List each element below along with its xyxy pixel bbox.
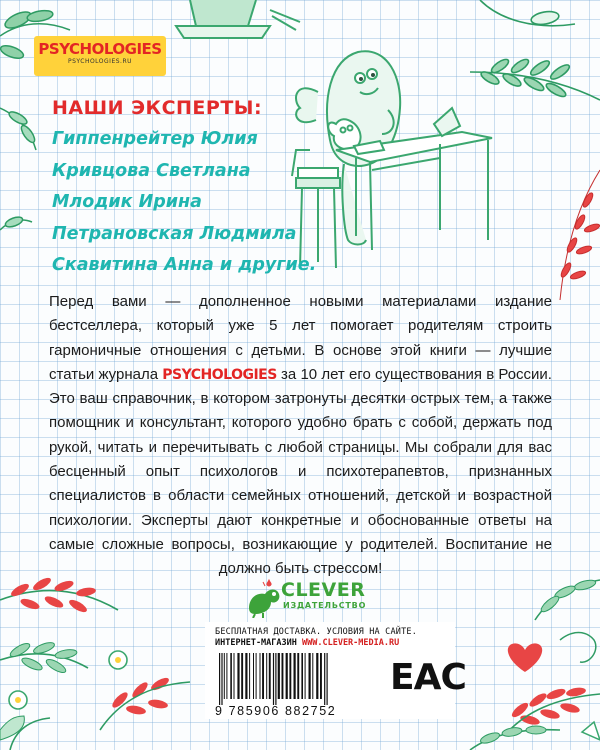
barcode-bar: [226, 653, 227, 699]
barcode-bar: [278, 653, 280, 699]
shop-label: ИНТЕРНЕТ-МАГАЗИН: [215, 638, 302, 648]
barcode-bar: [262, 653, 264, 699]
barcode-bar: [301, 653, 303, 699]
description-brand-name: PSYCHOLOGIES: [162, 366, 277, 383]
barcode-bar: [253, 653, 254, 699]
barcode-bar: [219, 653, 220, 705]
barcode-bar: [312, 653, 313, 699]
barcode-bar: [234, 653, 235, 699]
shop-note: [215, 638, 399, 648]
barcode-bar: [273, 653, 274, 705]
expert-name: Млодик Ирина: [52, 192, 202, 212]
barcode-bar: [324, 653, 325, 705]
barcode-bar: [269, 653, 271, 699]
barcode-bar: [241, 653, 243, 699]
psychologies-logo-name: PSYCHOLOGIES: [38, 40, 162, 58]
isbn-number: 9 785906 882752: [215, 704, 337, 718]
barcode-bar: [249, 653, 250, 699]
barcode-bar: [282, 653, 284, 699]
potted-plant-icon: [176, 0, 300, 38]
barcode-bar: [266, 653, 267, 699]
dinosaur-icon: [243, 578, 283, 618]
monster-at-desk-icon: [292, 51, 492, 268]
barcode-bar: [327, 653, 328, 705]
description-text-part-1: Перед вами — дополненное новыми материалами издание бестселлера, который уже 5 лет помогает родителям строить гармоничные отношения с детьми. В основе этой книги — лучшие статьи журнала: [49, 293, 552, 383]
psychologies-logo: [34, 36, 166, 76]
book-description: [49, 290, 552, 582]
barcode-bar: [305, 653, 306, 699]
barcode-bar: [237, 653, 239, 699]
barcode-bar: [297, 653, 299, 699]
experts-heading: НАШИ ЭКСПЕРТЫ:: [52, 97, 263, 119]
psychologies-logo-url: PSYCHOLOGIES.RU: [67, 58, 133, 65]
expert-name: Скавитина Анна и другие.: [52, 255, 317, 275]
barcode-bar: [289, 653, 291, 699]
expert-name: Гиппенрейтер Юлия: [52, 129, 258, 149]
delivery-note: БЕСПЛАТНАЯ ДОСТАВКА. УСЛОВИЯ НА САЙТЕ.: [215, 627, 418, 637]
foliage-bottom-left-icon: [0, 576, 190, 750]
heart-icon: [508, 643, 542, 672]
barcode-bar: [256, 653, 257, 699]
barcode-bar: [309, 653, 311, 699]
fern-branch-icon: [470, 0, 600, 100]
foliage-bottom-right-icon: [470, 578, 600, 750]
description-text-part-2: за 10 лет его существования в России. Это ваш справочник, в котором затронуты десятки острых тем, а также помощник и консультант, которого удобно брать с собой, держать под рукой, читать и перечитывать с любой страницы. Мы собрали для вас бесценный опыт психологов и психотерапевтов, признанных специалистов в области семейных отношений, детской и возрастной психологии. Эксперты дают конкретные и обоснованные ответы на самые сложные вопросы, возникающие у родителей. Воспитание не должно быть стрессом!: [49, 365, 552, 578]
red-leaf-sprig-icon: [559, 170, 600, 300]
barcode-bar: [260, 653, 261, 699]
barcode-bar: [230, 653, 232, 699]
barcode-bar: [286, 653, 288, 699]
barcode-bar: [320, 653, 322, 699]
experts-list: [52, 124, 316, 282]
expert-name: Кривцова Светлана: [52, 160, 251, 181]
expert-name: Петрановская Людмила: [52, 223, 297, 244]
eac-certification-mark: EAC: [390, 657, 466, 698]
publisher-name: CLEVER: [281, 579, 366, 601]
publisher-subtitle: ИЗДАТЕЛЬСТВО: [283, 601, 367, 610]
barcode-bar: [316, 653, 318, 699]
barcode-bar: [275, 653, 276, 705]
retail-info-panel: [205, 622, 466, 719]
barcode-bar: [245, 653, 247, 699]
barcode-bar: [294, 653, 296, 699]
leaf-stem-icon: [0, 108, 37, 230]
isbn-barcode: [215, 653, 378, 705]
barcode-bar: [224, 653, 225, 699]
shop-url-link[interactable]: WWW.CLEVER-MEDIA.RU: [302, 638, 400, 648]
barcode-bar: [221, 653, 222, 705]
publisher-logo: [243, 578, 367, 618]
